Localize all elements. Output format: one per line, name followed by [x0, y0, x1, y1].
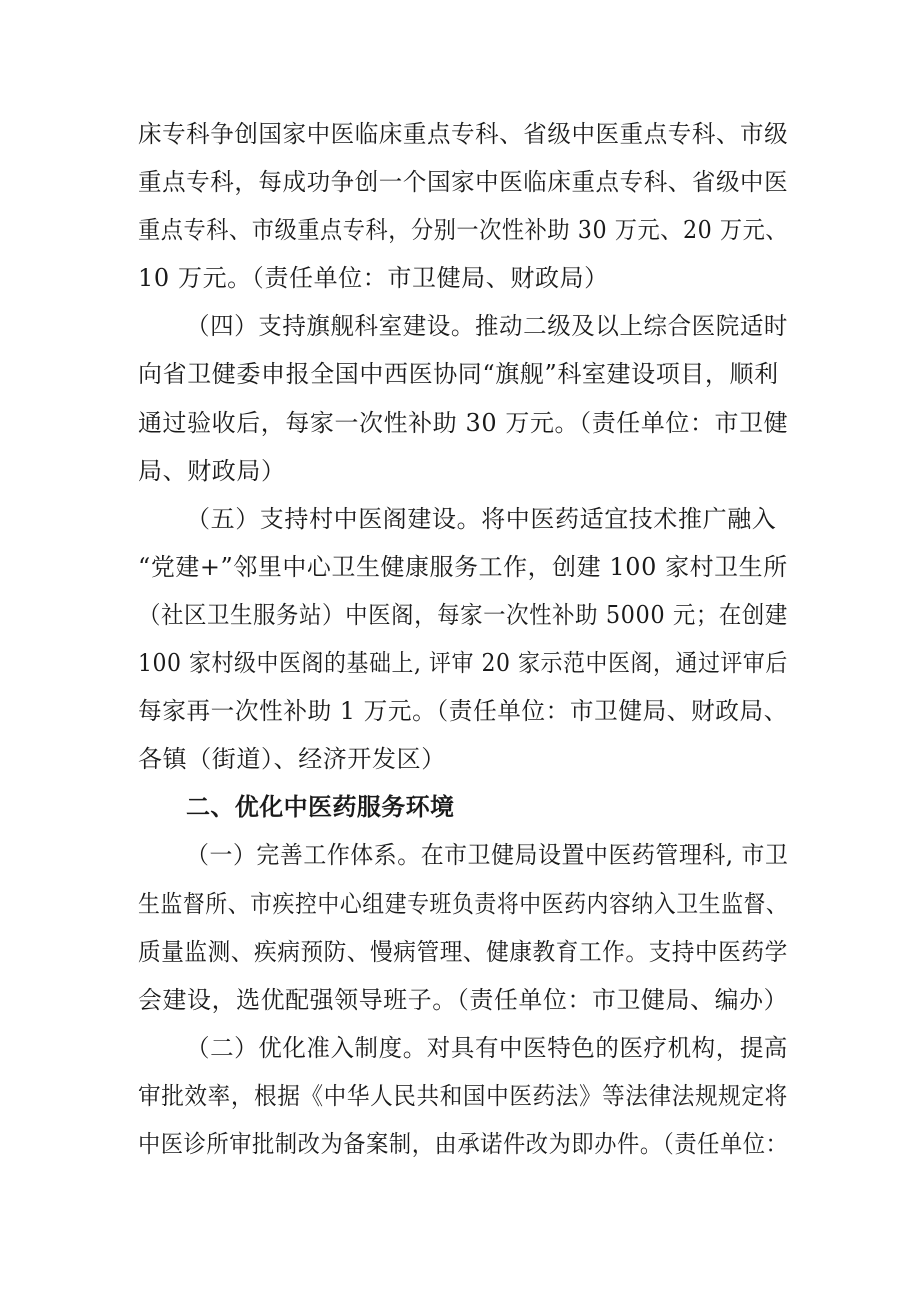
body-line: （社区卫生服务站）中医阁，每家一次性补助 5000 元；在创建	[138, 600, 788, 629]
paragraph-start-line: （一）完善工作体系。在市卫健局设置中医药管理科, 市卫	[186, 841, 789, 870]
body-line: “党建+”邻里中心卫生健康服务工作，创建 100 家村卫生所	[138, 552, 788, 581]
body-line: 通过验收后，每家一次性补助 30 万元。（责任单位：市卫健	[138, 408, 789, 437]
body-line: 10 万元。（责任单位：市卫健局、财政局）	[138, 264, 609, 293]
body-line: 生监督所、市疾控中心组建专班负责将中医药内容纳入卫生监督、	[138, 889, 789, 918]
section-heading: 二、优化中医药服务环境	[186, 793, 455, 822]
paragraph-start-line: （四）支持旗舰科室建设。推动二级及以上综合医院适时	[186, 312, 788, 341]
body-line: 质量监测、疾病预防、慢病管理、健康教育工作。支持中医药学	[138, 937, 788, 966]
body-line: 向省卫健委申报全国中西医协同“旗舰”科室建设项目，顺利	[138, 360, 779, 389]
body-line: 局、财政局）	[138, 456, 286, 485]
body-line: 中医诊所审批制改为备案制，由承诺件改为即办件。（责任单位：	[138, 1129, 789, 1158]
body-line: 床专科争创国家中医临床重点专科、省级中医重点专科、市级	[138, 120, 789, 148]
body-line: 重点专科、市级重点专科，分别一次性补助 30 万元、20 万元、	[138, 216, 789, 245]
body-line: 重点专科，每成功争创一个国家中医临床重点专科、省级中医	[138, 168, 789, 197]
body-line: 各镇（街道）、经济开发区）	[138, 745, 446, 774]
body-line: 100 家村级中医阁的基础上, 评审 20 家示范中医阁，通过评审后	[138, 649, 788, 678]
body-line: 每家再一次性补助 1 万元。（责任单位：市卫健局、财政局、	[138, 697, 788, 726]
paragraph-start-line: （二）优化准入制度。对具有中医特色的医疗机构，提高	[186, 1033, 788, 1062]
body-line: 审批效率，根据《中华人民共和国中医药法》等法律法规规定将	[138, 1081, 788, 1110]
document-body	[138, 110, 788, 1168]
body-line: 会建设，选优配强领导班子。（责任单位：市卫健局、编办）	[138, 985, 789, 1014]
paragraph-start-line: （五）支持村中医阁建设。将中医药适宜技术推广融入	[186, 504, 777, 533]
